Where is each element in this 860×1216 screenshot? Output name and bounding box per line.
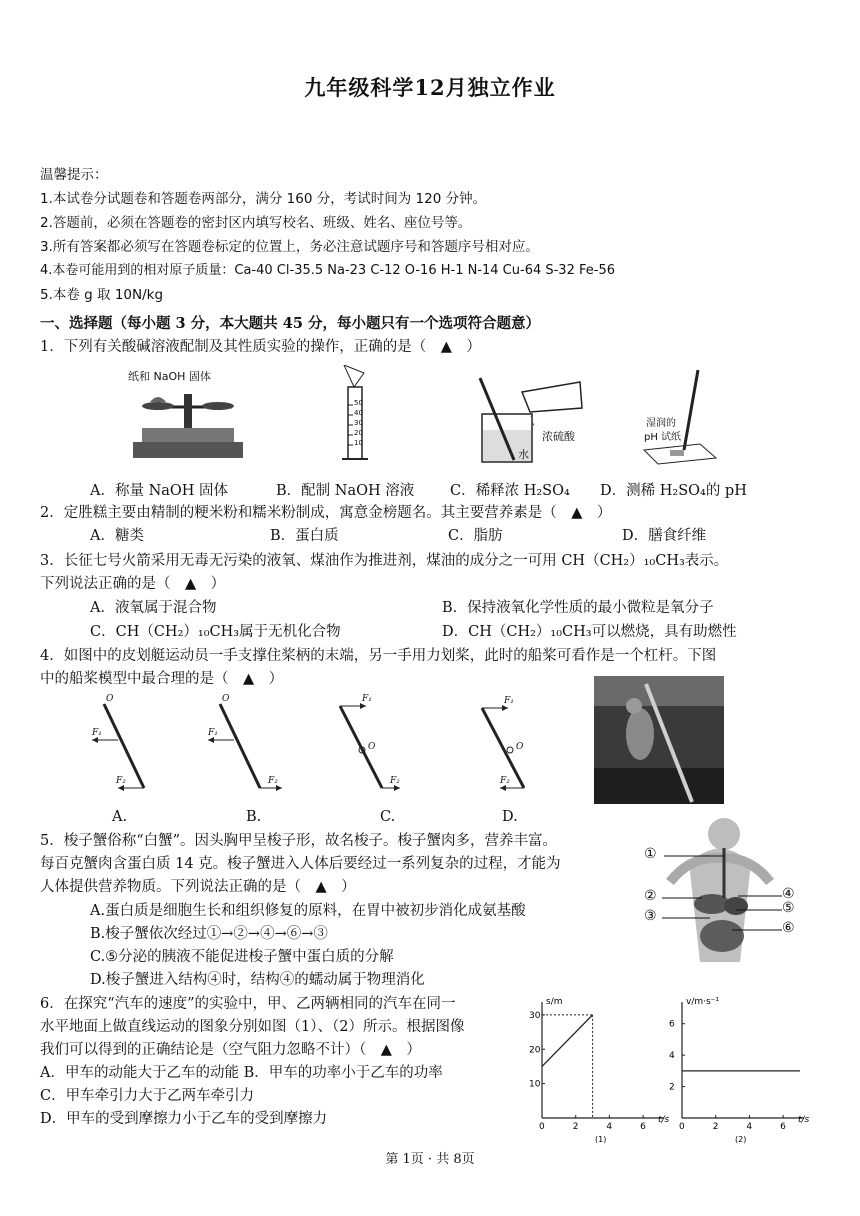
cylinder-tick: 40 (354, 409, 363, 417)
question-6-stem: 6．在探究“汽车的速度”的实验中，甲、乙两辆相同的汽车在同一 (40, 996, 456, 1012)
digestive-system-figure (640, 812, 800, 972)
structure-marker: ⑤ (782, 900, 795, 916)
section-heading: 一、选择题（每小题 3 分，本大题共 45 分，每小题只有一个选项符合题意） (40, 315, 540, 332)
q6-option: C．甲车牵引力大于乙两车牵引力 (40, 1088, 255, 1104)
notice-heading: 温馨提示： (40, 167, 108, 183)
notice-item: 3.所有答案都必须写在答题卷标定的位置上，务必注意试题序号和答题序号相对应。 (40, 239, 539, 255)
chart-caption: (2) (735, 1135, 747, 1144)
question-6-stem: 我们可以得到的正确结论是（空气阻力忽略不计）（ ▲ ） (40, 1042, 421, 1058)
structure-marker: ② (644, 888, 657, 904)
q4-option: C. (380, 809, 396, 825)
oar-model-a (88, 692, 178, 797)
y-tick-label: 20 (529, 1045, 541, 1056)
q5-option: C.⑤分泌的胰液不能促进梭子蟹中蛋白质的分解 (90, 949, 394, 965)
q2-option: D．膳食纤维 (622, 528, 707, 544)
q5-option: B.梭子蟹依次经过①→②→④→⑥→③ (90, 926, 328, 942)
x-axis-label: t/s (658, 1115, 670, 1125)
q1-option: A．称量 NaOH 固体 (90, 483, 229, 499)
question-5-stem: 每百克蟹肉含蛋白质 14 克。梭子蟹进入人体后要经过一系列复杂的过程，才能为 (40, 856, 561, 872)
fig-label: 湿润的 (646, 418, 676, 429)
q4-option: D. (502, 809, 518, 825)
distance-time-chart (520, 994, 670, 1144)
q6-option: D．甲车的受到摩擦力小于乙车的受到摩擦力 (40, 1111, 328, 1127)
question-5-stem: 人体提供营养物质。下列说法正确的是（ ▲ ） (40, 879, 356, 895)
cylinder-figure (330, 365, 380, 465)
q2-option: B．蛋白质 (270, 528, 339, 544)
cylinder-tick: 20 (354, 429, 363, 437)
q3-option: D．CH（CH₂）₁₀CH₃可以燃烧，具有助燃性 (442, 624, 737, 640)
force-label: F₂ (390, 776, 400, 786)
y-tick-label: 4 (669, 1051, 675, 1062)
structure-marker: ⑥ (782, 920, 795, 936)
fig-label: 水 (518, 448, 529, 461)
x-axis-label: t/s (798, 1115, 810, 1125)
question-1-stem: 1．下列有关酸碱溶液配制及其性质实验的操作，正确的是（ ▲ ） (40, 339, 481, 355)
y-axis-label: s/m (546, 997, 563, 1007)
page-title: 九年级科学12月独立作业 (304, 75, 556, 100)
q5-option: D.梭子蟹进入结构④时，结构④的蠕动属于物理消化 (90, 972, 425, 988)
structure-marker: ③ (644, 908, 657, 924)
question-6-stem: 水平地面上做直线运动的图象分别如图（1）、（2）所示。根据图像 (40, 1019, 465, 1035)
velocity-time-chart (660, 994, 810, 1144)
notice-item: 2.答题前，必须在答题卷的密封区内填写校名、班级、姓名、座位号等。 (40, 215, 472, 231)
question-3-stem: 下列说法正确的是（ ▲ ） (40, 576, 226, 592)
cylinder-tick: 30 (354, 419, 363, 427)
oar-model-b (204, 692, 294, 797)
notice-item: 4.本卷可能用到的相对原子质量：Ca-40 Cl-35.5 Na-23 C-12 O-16 H-1 N-14 Cu-64 S-32 Fe-56 (40, 263, 615, 278)
fig-label: 浓硫酸 (542, 430, 575, 443)
x-tick-label: 4 (746, 1122, 753, 1132)
question-5-stem: 5．梭子蟹俗称“白蟹”。因头胸甲呈梭子形，故名梭子。梭子蟹肉多，营养丰富。 (40, 833, 558, 849)
x-tick-label: 0 (539, 1122, 545, 1132)
fig-label: pH 试纸 (644, 432, 682, 443)
q1-option: D．测稀 H₂SO₄的 pH (600, 483, 747, 499)
force-label: F₁ (92, 728, 102, 738)
question-3-stem: 3．长征七号火箭采用无毒无污染的液氧、煤油作为推进剂，煤油的成分之一可用 CH（CH₂）₁₀CH₃表示。 (40, 553, 729, 569)
chart-caption: (1) (595, 1135, 607, 1144)
q3-option: C．CH（CH₂）₁₀CH₃属于无机化合物 (90, 624, 341, 640)
series-line (542, 1015, 593, 1067)
q4-option: A. (112, 809, 128, 825)
force-label: F₁ (208, 728, 218, 738)
notice-item: 5.本卷 g 取 10N/kg (40, 287, 164, 303)
cylinder-tick: 50 (354, 399, 363, 407)
force-label: F₂ (116, 776, 126, 786)
q5-option: A.蛋白质是细胞生长和组织修复的原料，在胃中被初步消化成氨基酸 (90, 903, 526, 919)
y-axis-label: v/m·s⁻¹ (686, 997, 720, 1007)
y-tick-label: 10 (529, 1079, 541, 1090)
structure-marker: ① (644, 846, 657, 862)
x-tick-label: 4 (606, 1122, 613, 1132)
structure-marker: ④ (782, 886, 795, 902)
fulcrum-label: O (106, 694, 114, 704)
q1-option: B．配制 NaOH 溶液 (276, 483, 415, 499)
x-tick-label: 6 (780, 1122, 786, 1132)
notice-item: 1.本试卷分试题卷和答题卷两部分，满分 160 分，考试时间为 120 分钟。 (40, 191, 487, 207)
dilution-figure (470, 372, 600, 467)
q3-option: A．液氧属于混合物 (90, 600, 217, 616)
fig-label: 纸和 NaOH 固体 (128, 370, 211, 383)
oar-model-c (328, 692, 418, 797)
question-2-stem: 2．定胜糕主要由精制的粳米粉和糯米粉制成，寓意金榜题名。其主要营养素是（ ▲ ） (40, 505, 612, 521)
force-label: F₁ (504, 696, 514, 706)
y-tick-label: 2 (669, 1082, 675, 1093)
fulcrum-label: O (368, 742, 376, 752)
kayaker-photo (594, 676, 724, 804)
q6-option: A．甲车的动能大于乙车的动能 B．甲车的功率小于乙车的功率 (40, 1065, 443, 1081)
cylinder-tick: 10 (354, 439, 363, 447)
q2-option: A．糖类 (90, 528, 144, 544)
x-tick-label: 0 (679, 1122, 685, 1132)
q3-option: B．保持液氧化学性质的最小微粒是氧分子 (442, 600, 714, 616)
q2-option: C．脂肪 (448, 528, 503, 544)
force-label: F₂ (268, 776, 278, 786)
y-tick-label: 6 (669, 1019, 675, 1030)
force-label: F₂ (500, 776, 510, 786)
question-4-stem: 4．如图中的皮划艇运动员一手支撑住桨柄的末端，另一手用力划桨，此时的船桨可看作是一个杠杆。下图 (40, 648, 717, 664)
oar-model-d (470, 692, 560, 797)
page-footer: 第 1页 · 共 8页 (385, 1152, 475, 1167)
x-tick-label: 2 (572, 1122, 579, 1132)
fulcrum-label: O (222, 694, 230, 704)
q4-option: B. (246, 809, 262, 825)
force-label: F₁ (362, 694, 372, 704)
fulcrum-label: O (516, 742, 524, 752)
ph-test-figure (640, 366, 740, 466)
y-tick-label: 30 (529, 1010, 541, 1021)
question-4-stem: 中的船桨模型中最合理的是（ ▲ ） (40, 671, 284, 687)
x-tick-label: 6 (640, 1122, 646, 1132)
balance-figure (128, 362, 248, 462)
x-tick-label: 2 (712, 1122, 719, 1132)
q1-option: C．稀释浓 H₂SO₄ (450, 483, 570, 499)
